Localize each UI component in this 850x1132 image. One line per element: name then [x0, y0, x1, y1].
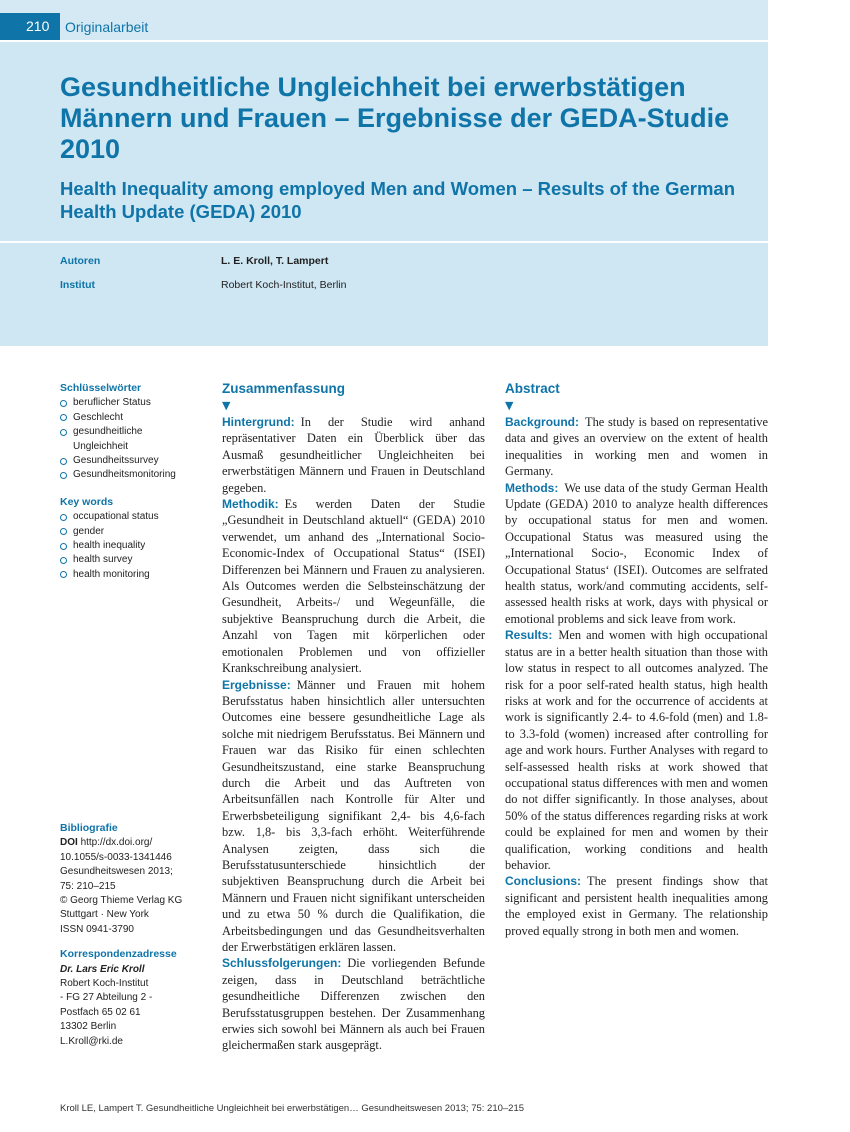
keywords-block — [60, 381, 200, 582]
bib-line: 75: 210–215 — [60, 880, 116, 892]
abstract-de-section — [222, 955, 485, 1053]
bib-line: Gesundheitswesen 2013; — [60, 866, 173, 878]
bib-line: Stuttgart · New York — [60, 909, 149, 921]
section-text: The present findings show that significant and persistent health inequalities among the employed exist in Germany. The relationship proved equally strong in both men and women. — [505, 874, 768, 938]
section-text: We use data of the study German Health Update (GEDA) 2010 to analyze health differences by occupational status for men and women. Occupational Status was measured using the „International Socio-, Economic Index of Occupational Status‘ (ISEI). Outcomes are selfrated health status, work/and commuting accidents, self-assessed health risks at work, days with physical or emotional problems and sick leave from work. — [505, 480, 768, 626]
bibliography-block — [60, 821, 200, 1049]
triangle-down-icon: ▼ — [222, 399, 231, 412]
section-label: Originalarbeit — [65, 19, 149, 35]
keyword-item: health monitoring — [60, 568, 200, 582]
abstract-de-section — [222, 414, 485, 496]
institute-label: Institut — [60, 279, 95, 291]
keyword-item: health inequality — [60, 539, 200, 553]
bib-line: ISSN 0941-3790 — [60, 923, 134, 935]
abstract-en-section — [505, 873, 768, 939]
section-label: Conclusions: — [505, 874, 582, 889]
address-line: - FG 27 Abteilung 2 - — [60, 992, 153, 1004]
abstract-de-section — [222, 677, 485, 956]
section-label: Methods: — [505, 480, 559, 495]
doi-link[interactable]: http://dx.doi.org/ — [80, 837, 153, 849]
keywords-de-list — [60, 396, 200, 482]
keyword-item: beruflicher Status — [60, 396, 200, 410]
abstract-en-section — [505, 480, 768, 628]
abstract-german — [222, 380, 485, 1054]
abstract-en-section — [505, 414, 768, 480]
title-english: Health Inequality among employed Men and Women – Results of the German Health Update (GEDA) 2010 — [60, 178, 736, 222]
doi-value[interactable]: 10.1055/s-0033-1341446 — [60, 851, 172, 863]
authors: L. E. Kroll, T. Lampert — [221, 255, 329, 267]
section-text: Die vorliegenden Befunde zeigen, dass in Deutschland beträchtliche gesundheitliche Differenzen zwischen den Berufsstatusgruppen bestehen. Der Zusammenhang erwies sich sowohl bei Männern als auch bei Frauen gleichermaßen stark ausgeprägt. — [222, 956, 485, 1053]
section-label: Hintergrund: — [222, 415, 295, 429]
bibliography-heading: Bibliografie — [60, 822, 118, 834]
address-line: Postfach 65 02 61 — [60, 1006, 141, 1018]
keyword-item: Geschlecht — [60, 411, 200, 425]
keyword-item: Gesundheitssurvey — [60, 454, 200, 468]
authors-label: Autoren — [60, 255, 101, 267]
section-text: Männer und Frauen mit hohem Berufsstatus haben hinsichtlich aller untersuchten Outcomes eine bessere gesundheitliche Lage als solche mit niedrigem Berufsstatus. Bei Männern und Frauen war das Risiko für einen schlechten Gesundheitszustand, eine starke Beanspruchung durch die Arbeit und das Auftreten von Arbeitsunfällen nach Kontrolle für Alter und Erwerbsbeteiligung signifikant 2,4- bis 4,6-fach bzw. 1,8- bis 3,3-fach erhöht. Weiterführende Analysen zeigten, dass sich die Berufsstatusunterschiede hinsichtlich der subjektiven Beanspruchung durch die Arbeit bei Männern und Frauen nicht signifikant unterscheiden und zu etwa 50 % durch die Qualifikation, die Arbeitsbedingungen und das Gesundheitsverhalten der Erwerbstätigen erklären lassen. — [222, 677, 485, 954]
section-label: Schlussfolgerungen: — [222, 956, 342, 971]
institute: Robert Koch-Institut, Berlin — [221, 279, 347, 291]
keyword-item: health survey — [60, 553, 200, 567]
keyword-item: gender — [60, 525, 200, 539]
page-number: 210 — [0, 13, 60, 40]
keywords-en-heading: Key words — [60, 495, 114, 508]
keywords-de-heading: Schlüsselwörter — [60, 382, 142, 394]
keyword-item: Gesundheitsmonitoring — [60, 468, 200, 482]
email-link[interactable]: L.Kroll@rki.de — [60, 1035, 123, 1047]
section-text: Es werden Daten der Studie „Gesundheit in Deutschland aktuell“ (GEDA) 2010 verwendet, um anhand des „International Socio-Economic-Index of Occupational Status“ (ISEI) Differenzen bei Männern und Frauen zu analysieren. Als Outcomes werden die Selbsteinschätzung der Gesundheit, Arbeits-/ und Wegeunfälle, die subjektive Beanspruchung durch die Arbeit, die Anzahl von Tagen mit körperlichen oder emotionalen Problemen und von offizieller Krankschreibung analysiert. — [222, 497, 485, 676]
correspondence-name: Dr. Lars Eric Kroll — [60, 963, 145, 975]
address-line: 13302 Berlin — [60, 1021, 117, 1033]
correspondence-heading: Korrespondenzadresse — [60, 948, 177, 961]
section-text: In der Studie wird anhand repräsentativer Daten ein Überblick über das Ausmaß gesundheitlicher Ungleichheiten bei erwerbstätigen Männern und Frauen in Deutschland gegeben. — [222, 415, 485, 495]
header-divider — [0, 241, 768, 243]
citation-footer: Kroll LE, Lampert T. Gesundheitliche Ungleichheit bei erwerbstätigen… Gesundheitswesen 2013; 75: 210–215 — [60, 1103, 525, 1114]
keyword-item: occupational status — [60, 510, 200, 524]
keywords-en-list — [60, 510, 200, 582]
bib-line: © Georg Thieme Verlag KG — [60, 895, 183, 907]
keyword-item: gesundheitliche Ungleichheit — [60, 425, 200, 454]
abstract-de-heading: Zusammenfassung — [222, 381, 346, 396]
triangle-down-icon: ▼ — [505, 399, 514, 412]
section-text: Men and women with high occupational status are in a better health situation than those with low status in respect to all outcomes analyzed. The risk for a poor self-rated health status, high health risks at work and for the occurrence of accidents at work is significantly 2.4- to 4.6-fold (men) and 1.8- to 3.3-fold (women) increased after controlling for age and work hours. Further Analyses with regard to self-assessed health risks at work showed that occupational status differences with men and women do not differ significantly. In those analyses, about 50% of the status differences regarding risks at work could be explained for men and women by their qualification, working conditions and health behavior. — [505, 628, 768, 872]
section-label: Methodik: — [222, 497, 279, 512]
address-line: Robert Koch-Institut — [60, 978, 149, 990]
abstract-de-section — [222, 496, 485, 676]
abstract-en-heading: Abstract — [505, 381, 560, 396]
doi-label: DOI — [60, 837, 78, 849]
doi-line — [60, 836, 200, 850]
abstract-en-section — [505, 627, 768, 873]
title-german: Gesundheitliche Ungleichheit bei erwerbstätigen Männern und Frauen – Ergebnisse der GEDA-Studie 2010 — [60, 72, 730, 164]
section-label: Results: — [505, 628, 553, 643]
abstract-english — [505, 380, 768, 939]
section-label: Background: — [505, 415, 580, 429]
section-text: The study is based on representative data and gives an overview on the extent of health inequalities in working men and women in Germany. — [505, 415, 768, 479]
section-label: Ergebnisse: — [222, 677, 291, 692]
